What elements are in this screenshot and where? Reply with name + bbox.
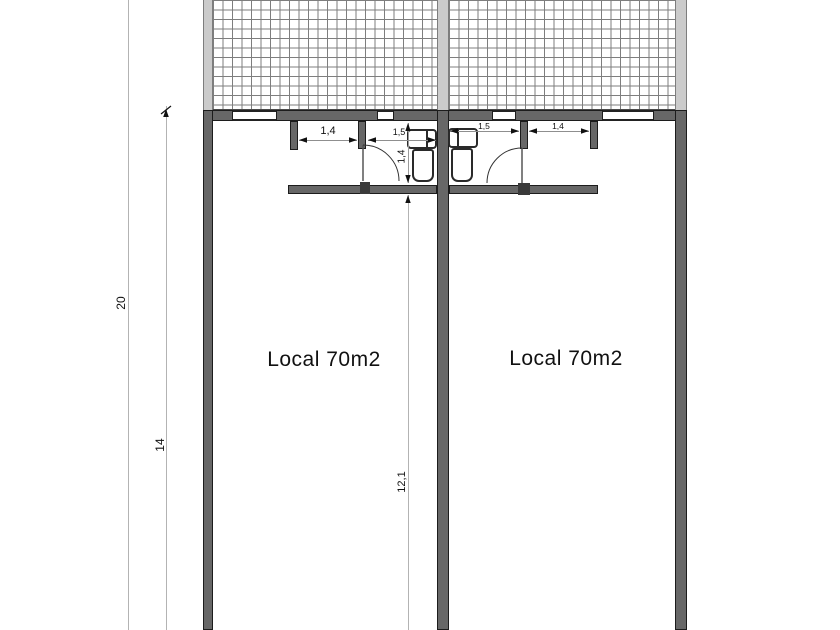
window-opening-1 xyxy=(233,110,276,121)
dim-label-interior-depth: 14 xyxy=(153,438,167,452)
toilet-left-bowl xyxy=(412,149,434,182)
door-jamb-right xyxy=(518,183,530,195)
partition-stub-left-1 xyxy=(290,121,298,150)
dim-line-right-window-bay xyxy=(529,131,589,132)
dim-label-right-bath-width: 1,5 xyxy=(478,121,490,131)
dim-line-left-window-bay xyxy=(299,140,357,141)
wall-band-right xyxy=(675,0,687,110)
top-wall-segment-4 xyxy=(515,110,603,121)
toilet-right-tank-line xyxy=(457,130,459,146)
dim-label-left-bath-width: 1,5 xyxy=(392,127,406,137)
dim-label-left-window-bay: 1,4 xyxy=(320,125,336,137)
dim-label-room-length: 12,1 xyxy=(396,471,408,493)
top-wall-segment-2 xyxy=(276,110,378,121)
partition-stub-right-1 xyxy=(520,121,528,149)
patio-hatch-right xyxy=(449,0,675,110)
window-opening-4 xyxy=(603,110,653,121)
wall-left xyxy=(203,110,213,630)
door-jamb-left xyxy=(360,182,370,194)
wall-center xyxy=(437,110,449,630)
wall-band-left xyxy=(203,0,213,110)
partition-stub-left-2 xyxy=(358,121,366,149)
dim-label-left-bath-depth: 1,4 xyxy=(396,149,408,164)
dim-line-interior-depth xyxy=(166,106,167,630)
wall-band-center xyxy=(437,0,449,110)
dim-label-right-window-bay: 1,4 xyxy=(552,121,564,131)
dim-line-total-depth xyxy=(128,0,129,630)
window-opening-2 xyxy=(378,110,393,121)
patio-hatch-left xyxy=(213,0,437,110)
dim-label-total-depth: 20 xyxy=(114,296,128,310)
window-opening-3 xyxy=(493,110,515,121)
toilet-right-bowl xyxy=(451,148,473,182)
room-label-right: Local 70m2 xyxy=(509,347,623,370)
dim-line-right-bath-width xyxy=(450,131,519,132)
toilet-left-tank-line xyxy=(426,131,428,147)
wall-right xyxy=(675,110,687,630)
door-arc-left xyxy=(363,145,399,181)
door-arc-right xyxy=(487,148,522,183)
dim-line-room-length xyxy=(408,195,409,630)
partition-stub-right-2 xyxy=(590,121,598,149)
room-label-left: Local 70m2 xyxy=(267,348,381,371)
